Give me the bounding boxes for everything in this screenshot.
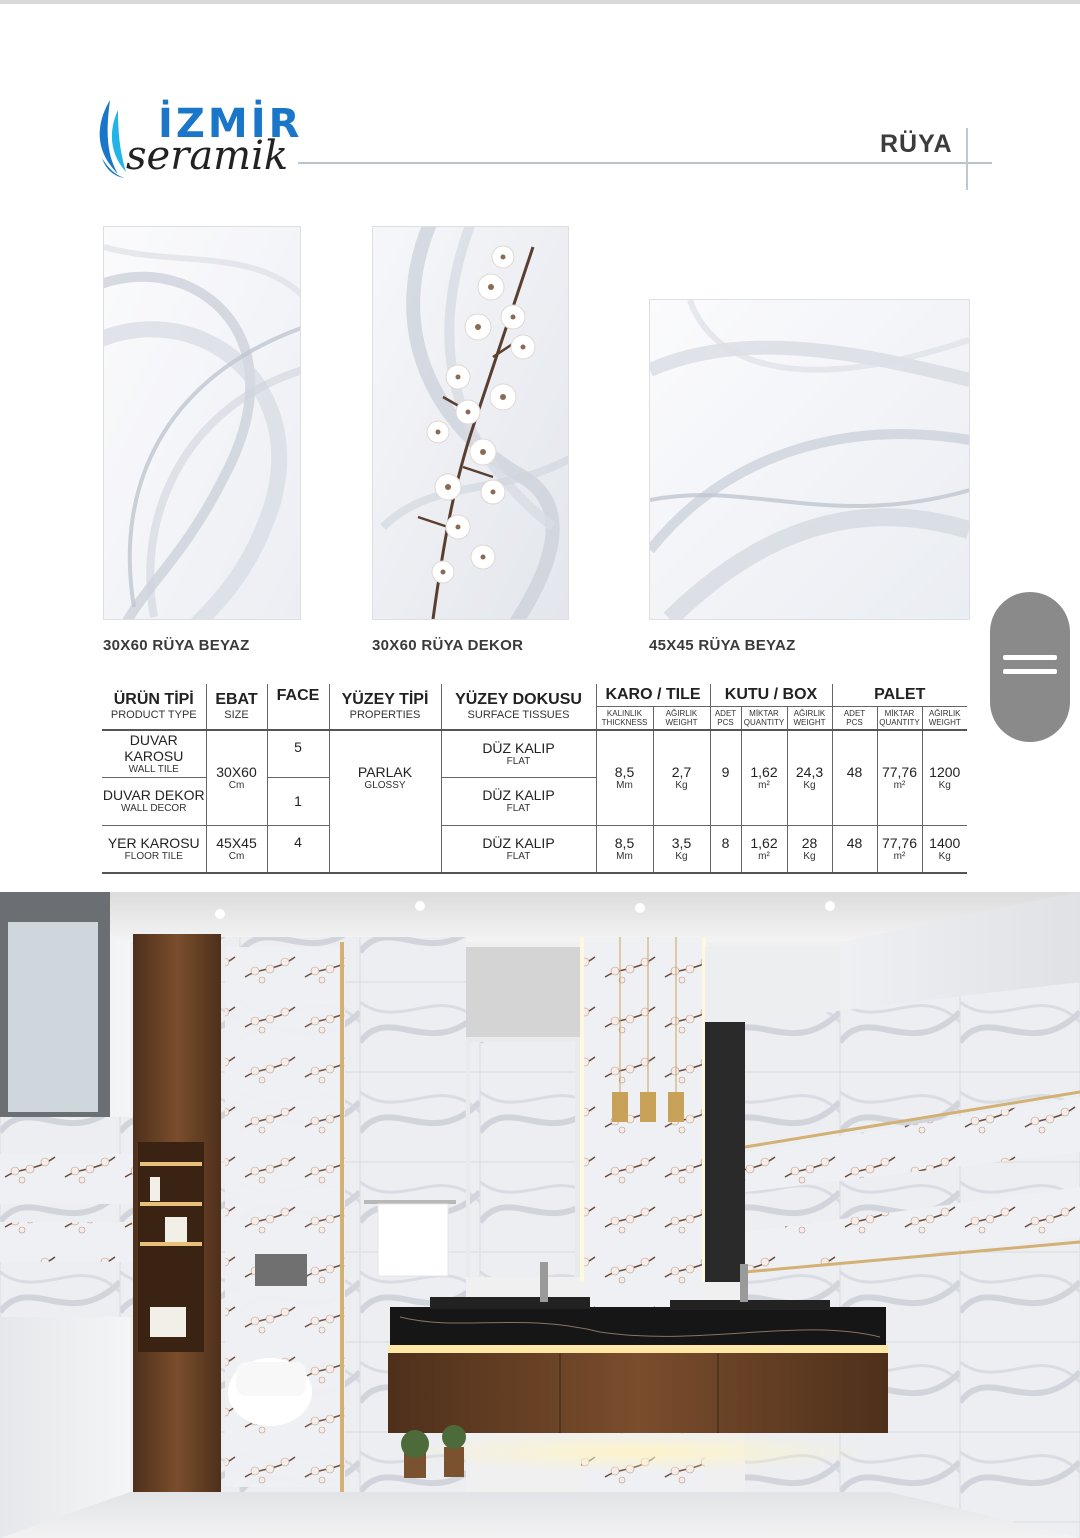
hamburger-menu-icon	[1003, 655, 1057, 660]
col-header-product-type: ÜRÜN TİPİ PRODUCT TYPE	[102, 684, 206, 730]
cell-box-pcs: 8	[710, 825, 741, 873]
brand-logo[interactable]	[92, 96, 312, 186]
cell-product-type: YER KAROSU FLOOR TILE	[102, 825, 206, 873]
cell-product-type: DUVAR KAROSU WALL TILE	[124, 731, 184, 775]
tile-caption-2: 30X60 RÜYA DEKOR	[372, 637, 524, 654]
cell-pallet-qty: 77,76 m²	[877, 730, 922, 825]
col-header-size: EBAT SIZE	[206, 684, 267, 730]
cell-surface: DÜZ KALIP FLAT	[441, 730, 596, 777]
cell-size: 45X45 Cm	[206, 825, 267, 873]
tile-image-30x60-beyaz	[103, 226, 301, 620]
cell-face: 4	[267, 825, 329, 873]
tile-caption-1: 30X60 RÜYA BEYAZ	[103, 637, 250, 654]
col-header-pallet: PALET	[832, 684, 967, 706]
cell-tile-weight: 3,5 Kg	[653, 825, 710, 873]
table-header-row	[102, 684, 967, 706]
col-header-face: FACE	[267, 684, 329, 730]
spec-table	[102, 684, 967, 874]
cell-surface: DÜZ KALIP FLAT	[441, 777, 596, 825]
subheader-box-qty: MİKTAR QUANTITY	[741, 706, 787, 730]
brand-name-bottom: seramik	[126, 133, 289, 179]
cell-box-weight: 24,3 Kg	[787, 730, 832, 825]
cell-size: 30X60 Cm	[206, 730, 267, 825]
cell-tile-weight: 2,7 Kg	[653, 730, 710, 825]
tile-caption-3: 45X45 RÜYA BEYAZ	[649, 637, 796, 654]
header-divider	[298, 162, 992, 164]
subheader-pallet-weight: AĞIRLIK WEIGHT	[922, 706, 967, 730]
col-header-surface: YÜZEY DOKUSU SURFACE TISSUES	[441, 684, 596, 730]
cell-pallet-weight: 1200 Kg	[922, 730, 967, 825]
cell-product-type: DUVAR DEKOR WALL DECOR	[102, 777, 206, 825]
cell-box-qty: 1,62 m²	[741, 825, 787, 873]
subheader-tile-weight: AĞIRLIK WEIGHT	[653, 706, 710, 730]
subheader-box-pcs: ADET PCS	[710, 706, 741, 730]
side-menu-tab[interactable]	[990, 592, 1070, 742]
subheader-box-weight: AĞIRLIK WEIGHT	[787, 706, 832, 730]
cell-face: 1	[267, 777, 329, 825]
cell-pallet-weight: 1400 Kg	[922, 825, 967, 873]
cell-face: 5	[267, 730, 329, 777]
subheader-pallet-qty: MİKTAR QUANTITY	[877, 706, 922, 730]
cell-box-pcs: 9	[710, 730, 741, 825]
brand-name-top: İZMİR	[158, 101, 303, 147]
cell-pallet-qty: 77,76 m²	[877, 825, 922, 873]
table-row	[102, 730, 967, 777]
cell-thickness: 8,5 Mm	[596, 730, 653, 825]
cell-pallet-pcs: 48	[832, 825, 877, 873]
cell-thickness: 8,5 Mm	[596, 825, 653, 873]
cell-properties-empty	[329, 825, 441, 873]
table-row	[102, 825, 967, 873]
col-header-box: KUTU / BOX	[710, 684, 832, 706]
hamburger-menu-icon	[1003, 669, 1057, 674]
bathroom-render-image	[0, 892, 1080, 1538]
tile-image-45x45-beyaz	[649, 299, 970, 620]
cell-surface: DÜZ KALIP FLAT	[441, 825, 596, 873]
subheader-tile-thickness: KALINLIK THICKNESS	[596, 706, 653, 730]
tile-image-30x60-dekor	[372, 226, 569, 620]
series-title: RÜYA	[880, 130, 953, 158]
header-vertical-divider	[966, 128, 968, 190]
subheader-pallet-pcs: ADET PCS	[832, 706, 877, 730]
cell-box-qty: 1,62 m²	[741, 730, 787, 825]
col-header-tile: KARO / TILE	[596, 684, 710, 706]
col-header-properties: YÜZEY TİPİ PROPERTIES	[329, 684, 441, 730]
cell-pallet-pcs: 48	[832, 730, 877, 825]
cell-box-weight: 28 Kg	[787, 825, 832, 873]
cell-properties: PARLAK GLOSSY	[329, 730, 441, 825]
